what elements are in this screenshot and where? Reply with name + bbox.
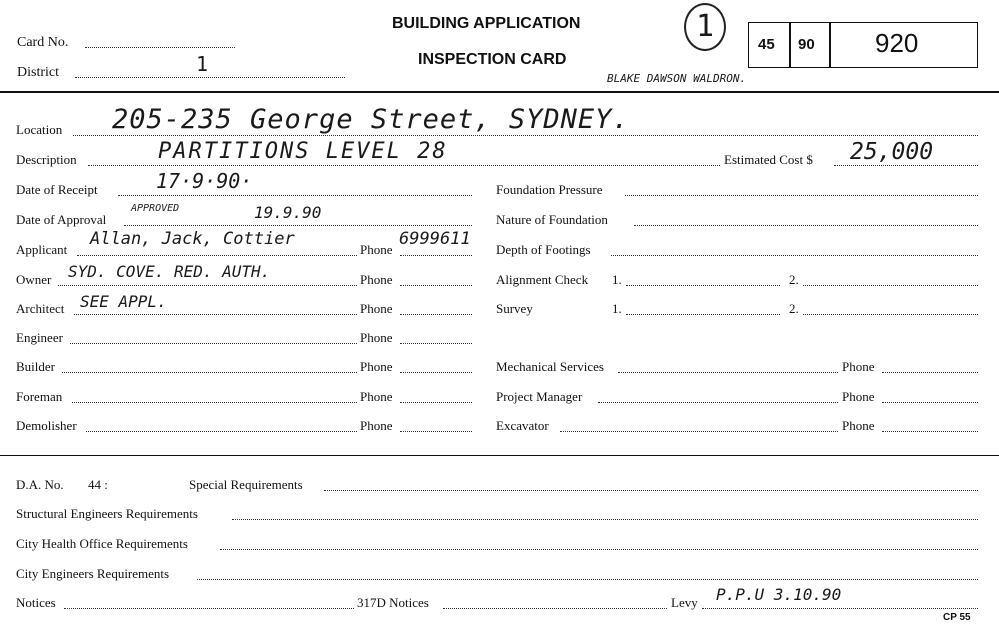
alignment-field-1 — [626, 285, 780, 286]
box-number-value: 920 — [875, 28, 919, 58]
architect-phone-label: Phone — [360, 301, 393, 316]
builder-phone-field — [400, 372, 472, 373]
firm-note: BLAKE DAWSON WALDRON. — [607, 72, 747, 85]
demolisher-field — [86, 431, 357, 432]
depth-footings-field — [611, 255, 978, 256]
engineer-phone-label: Phone — [360, 330, 393, 345]
district-field — [75, 77, 345, 78]
title-line2: INSPECTION CARD — [418, 51, 567, 68]
date-approval-prefix: APPROVED — [131, 203, 180, 214]
city-engineers-label: City Engineers Requirements — [16, 566, 170, 581]
survey-label: Survey — [496, 301, 533, 316]
nature-foundation-field — [634, 225, 978, 226]
structural-label: Structural Engineers Requirements — [16, 506, 198, 521]
foreman-phone-field — [400, 402, 472, 403]
project-manager-phone-label: Phone — [842, 389, 875, 404]
estimated-cost-label: Estimated Cost $ — [724, 152, 813, 167]
header-rule — [0, 91, 999, 93]
location-label: Location — [16, 122, 63, 137]
structural-field — [232, 519, 978, 520]
applicant-label: Applicant — [16, 242, 68, 257]
box-a-value: 45 — [758, 36, 775, 53]
title-line1: BUILDING APPLICATION — [392, 15, 581, 32]
owner-value: SYD. COVE. RED. AUTH. — [68, 262, 271, 281]
date-receipt-value: 17·9·90· — [156, 169, 253, 193]
district-label: District — [17, 65, 59, 80]
engineer-phone-field — [400, 343, 472, 344]
location-field — [73, 135, 978, 136]
survey-num-2: 2. — [789, 301, 799, 316]
mechanical-phone-field — [882, 372, 978, 373]
section-rule — [0, 455, 999, 456]
description-value: PARTITIONS LEVEL 28 — [158, 139, 448, 164]
alignment-check-label: Alignment Check — [496, 272, 589, 287]
architect-phone-field — [400, 314, 472, 315]
description-field — [88, 165, 720, 166]
project-manager-label: Project Manager — [496, 389, 583, 404]
city-health-field — [220, 549, 978, 550]
mechanical-services-field — [618, 372, 838, 373]
owner-phone-field — [400, 285, 472, 286]
description-label: Description — [16, 152, 77, 167]
box-divider-2 — [829, 23, 831, 67]
notices-label: Notices — [16, 595, 56, 610]
mechanical-phone-label: Phone — [842, 359, 875, 374]
applicant-phone-value: 6999611 — [399, 229, 471, 249]
mechanical-services-label: Mechanical Services — [496, 359, 604, 374]
date-approval-value: 19.9.90 — [254, 203, 322, 222]
demolisher-phone-field — [400, 431, 472, 432]
applicant-field — [77, 255, 357, 256]
excavator-phone-field — [882, 431, 978, 432]
levy-value: P.P.U 3.10.90 — [716, 585, 842, 604]
foreman-label: Foreman — [16, 389, 63, 404]
circled-number-mark: 1 — [684, 3, 726, 51]
foundation-pressure-label: Foundation Pressure — [496, 182, 603, 197]
da-no-value: 44 : — [88, 477, 108, 492]
estimated-cost-field — [834, 165, 978, 166]
owner-phone-label: Phone — [360, 272, 393, 287]
survey-field-1 — [626, 314, 780, 315]
levy-field — [702, 608, 978, 609]
foreman-phone-label: Phone — [360, 389, 393, 404]
architect-field — [74, 314, 357, 315]
notices-317d-field — [443, 608, 667, 609]
builder-field — [62, 372, 357, 373]
form-code: CP 55 — [943, 612, 971, 623]
survey-num-1: 1. — [612, 301, 622, 316]
date-approval-label: Date of Approval — [16, 212, 107, 227]
da-no-label: D.A. No. — [16, 477, 64, 492]
foreman-field — [72, 402, 357, 403]
excavator-field — [560, 431, 838, 432]
builder-label: Builder — [16, 359, 55, 374]
estimated-cost-value: 25,000 — [850, 139, 934, 165]
foundation-pressure-field — [625, 195, 978, 196]
project-manager-field — [598, 402, 838, 403]
excavator-label: Excavator — [496, 418, 549, 433]
applicant-phone-label: Phone — [360, 242, 393, 257]
excavator-phone-label: Phone — [842, 418, 875, 433]
demolisher-phone-label: Phone — [360, 418, 393, 433]
demolisher-label: Demolisher — [16, 418, 77, 433]
alignment-field-2 — [803, 285, 978, 286]
district-value: 1 — [196, 52, 209, 76]
depth-footings-label: Depth of Footings — [496, 242, 591, 257]
city-health-label: City Health Office Requirements — [16, 536, 188, 551]
architect-value: SEE APPL. — [80, 292, 167, 311]
applicant-phone-field — [400, 255, 472, 256]
box-divider-1 — [789, 23, 791, 67]
special-requirements-field — [324, 490, 978, 491]
nature-foundation-label: Nature of Foundation — [496, 212, 608, 227]
engineer-field — [70, 343, 357, 344]
builder-phone-label: Phone — [360, 359, 393, 374]
owner-label: Owner — [16, 272, 52, 287]
engineer-label: Engineer — [16, 330, 63, 345]
date-receipt-label: Date of Receipt — [16, 182, 98, 197]
owner-field — [58, 285, 357, 286]
card-no-label: Card No. — [17, 35, 69, 50]
card-no-field — [85, 47, 235, 48]
reference-number-box — [748, 22, 978, 68]
special-requirements-label: Special Requirements — [189, 477, 303, 492]
levy-label: Levy — [671, 595, 698, 610]
alignment-num-1: 1. — [612, 272, 622, 287]
notices-317d-label: 317D Notices — [357, 595, 429, 610]
notices-field — [64, 608, 354, 609]
city-engineers-field — [197, 579, 978, 580]
applicant-value: Allan, Jack, Cottier — [90, 229, 295, 249]
architect-label: Architect — [16, 301, 65, 316]
date-approval-field — [124, 225, 472, 226]
location-value: 205-235 George Street, SYDNEY. — [112, 104, 630, 135]
project-manager-phone-field — [882, 402, 978, 403]
box-b-value: 90 — [798, 36, 815, 53]
alignment-num-2: 2. — [789, 272, 799, 287]
date-receipt-field — [118, 195, 472, 196]
survey-field-2 — [803, 314, 978, 315]
